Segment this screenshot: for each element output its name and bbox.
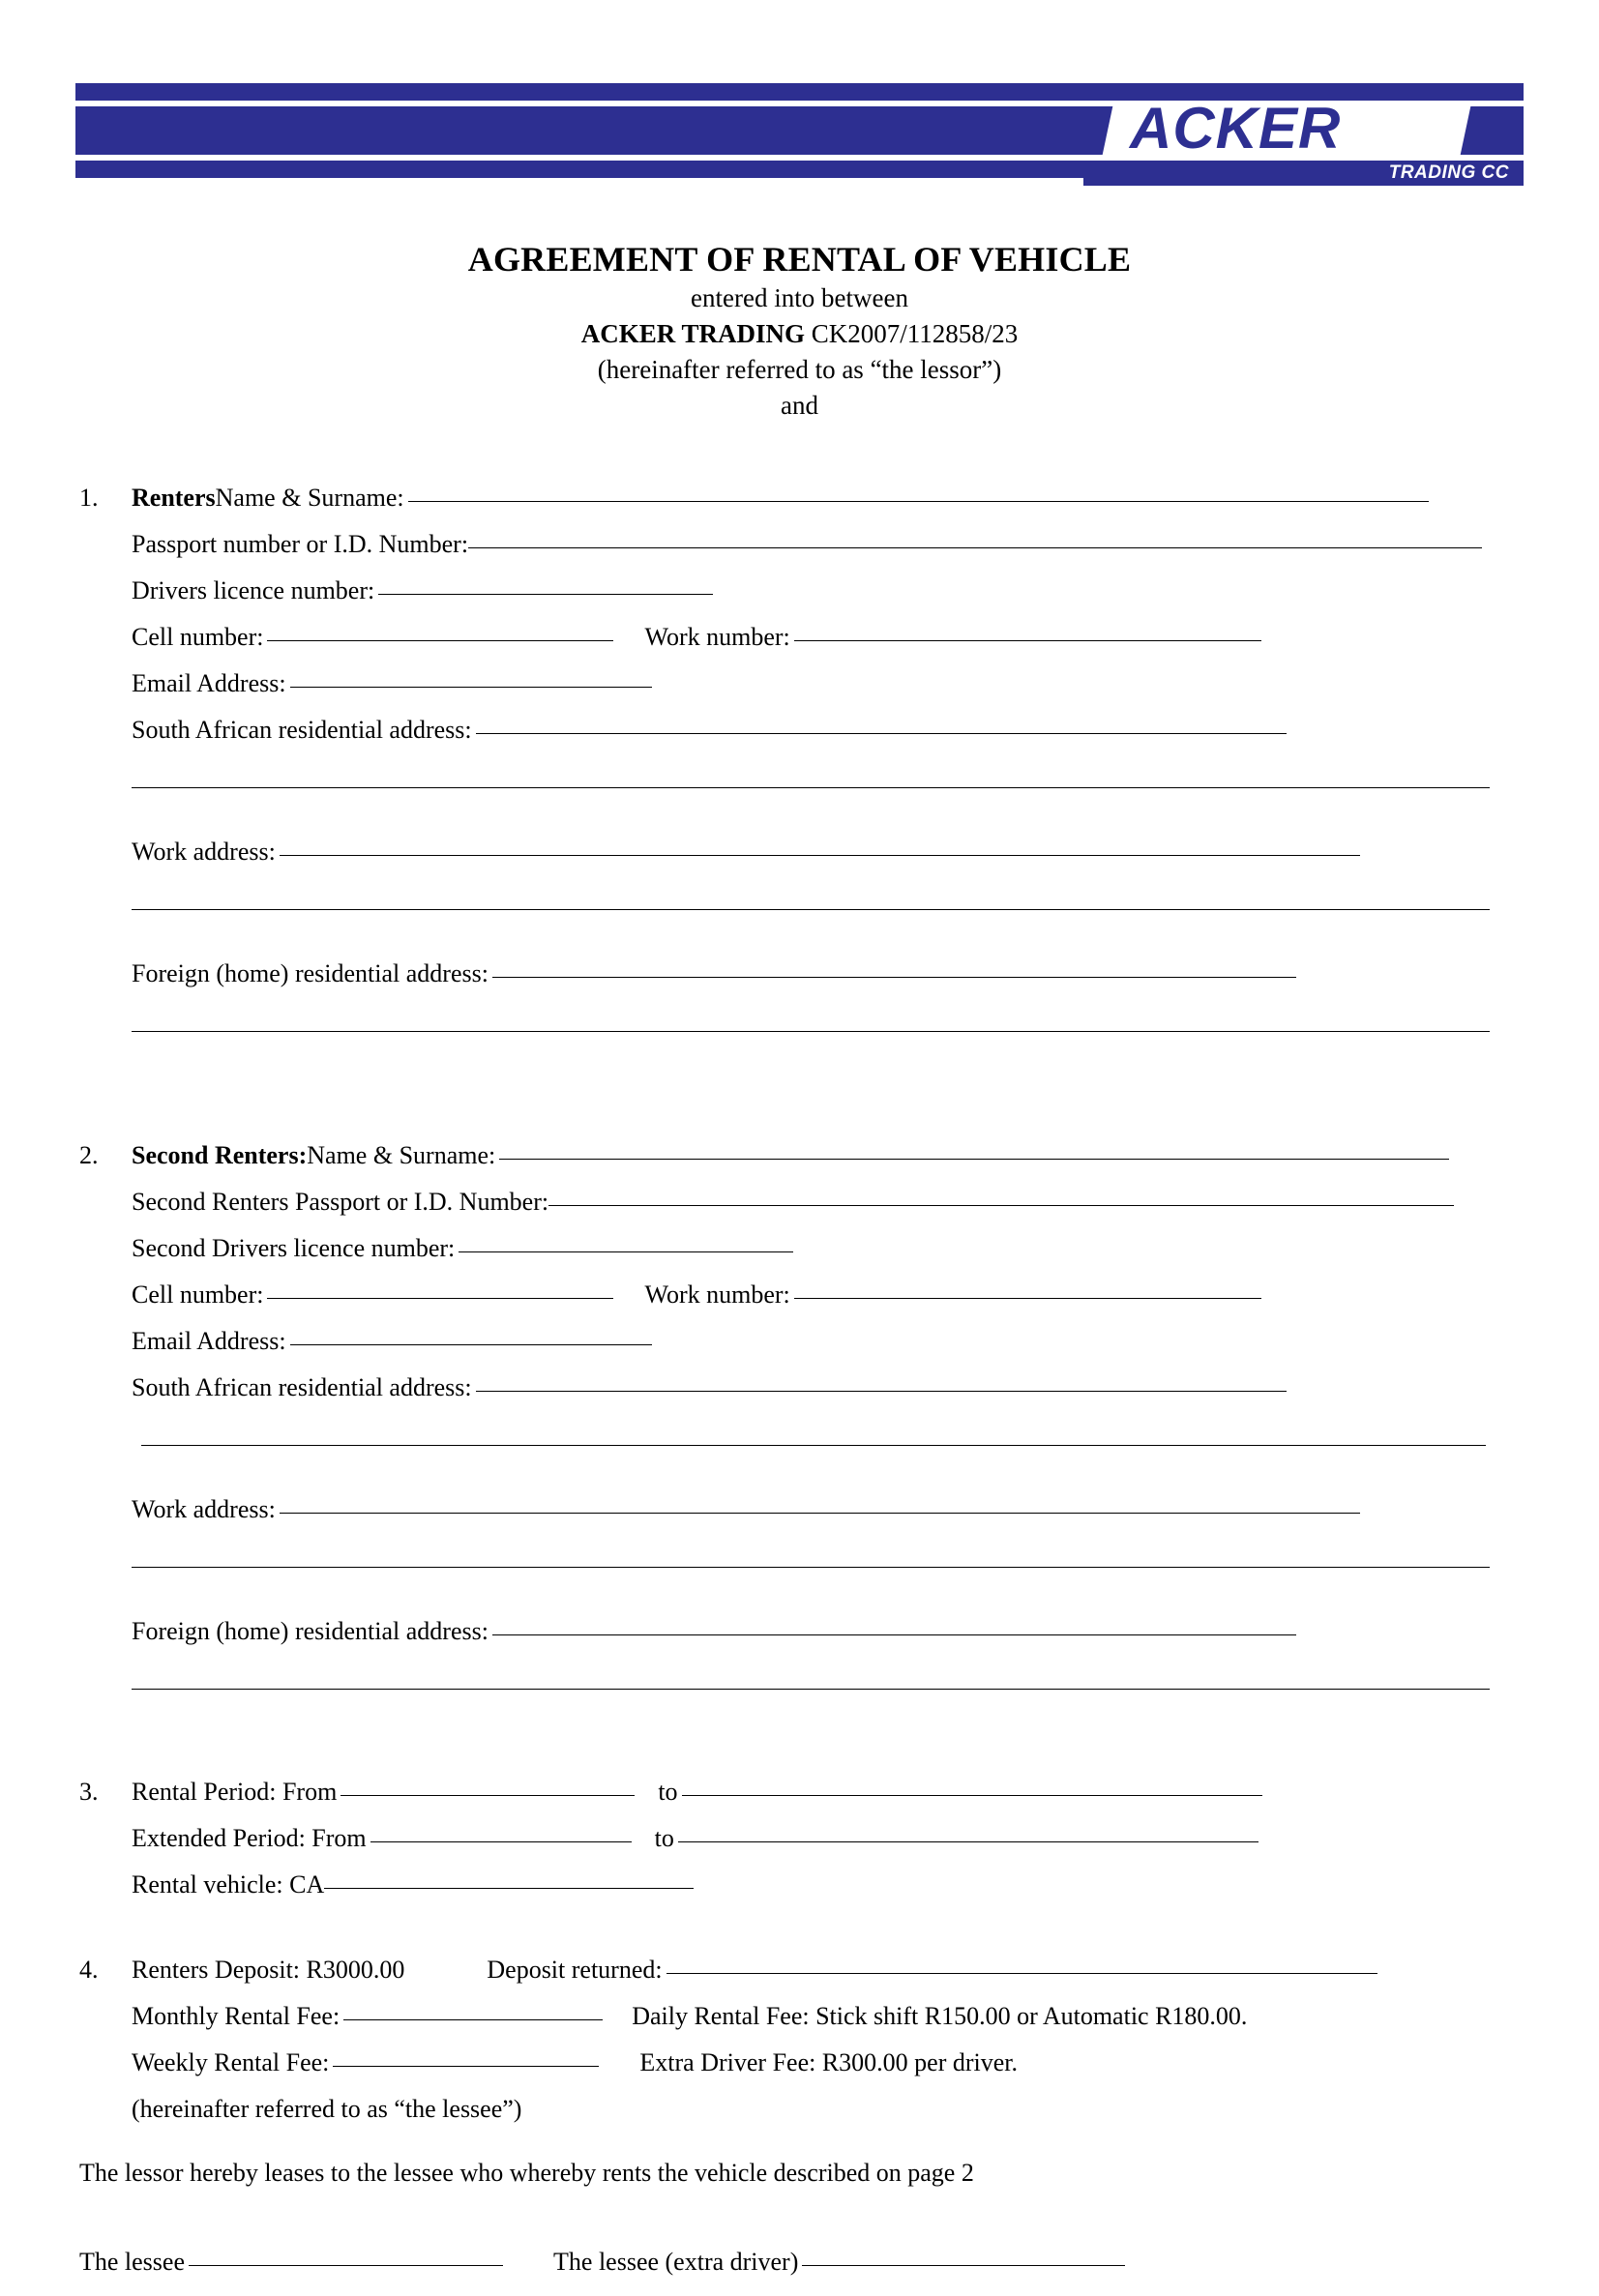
field-row-second-renters-foreign-address-cont — [0, 1689, 1599, 1739]
input-second-renters-foreign-address[interactable] — [492, 1634, 1296, 1635]
field-row-second-renters-foreign-address — [0, 1617, 1599, 1663]
field-row-renters-work-address-cont — [0, 909, 1599, 959]
section-renters — [0, 484, 1599, 1081]
label-work-number: Work number: — [644, 623, 790, 651]
section-number-1: 1. — [79, 484, 99, 512]
label-renters: Renters — [132, 484, 216, 512]
input-renters-sa-address[interactable] — [476, 733, 1287, 734]
field-row-second-renters-work-address — [0, 1495, 1599, 1542]
label-extra-driver-fee: Extra Driver Fee: R300.00 per driver. — [639, 2048, 1019, 2076]
field-row-second-renters-licence — [0, 1234, 1599, 1280]
input-rental-period-from[interactable] — [341, 1795, 635, 1796]
field-row-second-renters-sa-address — [0, 1373, 1599, 1420]
input-renters-cell[interactable] — [267, 640, 613, 641]
input-extended-period-from[interactable] — [370, 1841, 632, 1842]
label-rental-period-from: Rental Period: From — [132, 1778, 338, 1806]
input-renters-foreign-address[interactable] — [492, 977, 1296, 978]
input-extended-period-to[interactable] — [678, 1841, 1258, 1842]
document-header-band — [0, 0, 1599, 193]
field-row-second-renters-passport — [0, 1188, 1599, 1234]
input-second-renters-sa-address[interactable] — [476, 1391, 1287, 1392]
field-row-renters-licence — [0, 576, 1599, 623]
label-monthly-rental-fee: Monthly Rental Fee: — [132, 2002, 341, 2030]
label-lessee: The lessee — [79, 2248, 186, 2276]
section-number-4: 4. — [79, 1956, 99, 1984]
label-rental-vehicle: Rental vehicle: CA — [132, 1870, 325, 1899]
input-rental-vehicle[interactable] — [324, 1888, 694, 1889]
title-block — [0, 238, 1599, 424]
label-foreign-address: Foreign (home) residential address: — [132, 959, 489, 987]
input-deposit-returned[interactable] — [666, 1973, 1377, 1974]
input-second-renters-sa-address-line2[interactable] — [141, 1445, 1486, 1446]
field-row-lessee-note — [0, 2095, 1599, 2141]
input-second-renters-cell[interactable] — [267, 1298, 613, 1299]
lessee-note: (hereinafter referred to as “the lessee”) — [132, 2095, 522, 2123]
company-registration-spacer — [805, 319, 812, 348]
field-row-monthly-daily-fee — [0, 2002, 1599, 2048]
label-name-surname: Name & Surname: — [215, 484, 404, 512]
label-second-passport-id: Second Renters Passport or I.D. Number: — [132, 1188, 549, 1216]
label-lessee-extra-driver: The lessee (extra driver) — [553, 2248, 799, 2276]
lessor-note: (hereinafter referred to as “the lessor”) — [597, 355, 1002, 384]
input-monthly-rental-fee[interactable] — [343, 2019, 603, 2020]
input-rental-period-to[interactable] — [682, 1795, 1262, 1796]
section-fees — [0, 1956, 1599, 2141]
field-row-rental-vehicle — [0, 1870, 1599, 1917]
label-second-email-address: Email Address: — [132, 1327, 286, 1355]
label-second-renters: Second Renters: — [132, 1141, 308, 1169]
input-renters-name[interactable] — [408, 501, 1429, 502]
section-spacer-1 — [0, 1081, 1599, 1141]
field-row-rental-period — [0, 1778, 1599, 1824]
field-row-renters-phones — [0, 623, 1599, 669]
field-row-weekly-extra-fee — [0, 2048, 1599, 2095]
field-row-second-renters-name — [0, 1141, 1599, 1188]
input-renters-passport[interactable] — [468, 547, 1482, 548]
label-second-name-surname: Name & Surname: — [307, 1141, 496, 1169]
label-drivers-licence: Drivers licence number: — [132, 576, 375, 604]
input-weekly-rental-fee[interactable] — [333, 2066, 599, 2067]
input-second-renters-passport[interactable] — [548, 1205, 1454, 1206]
signature-lessee[interactable] — [189, 2265, 503, 2266]
label-second-sa-residential-address: South African residential address: — [132, 1373, 472, 1401]
label-second-foreign-address: Foreign (home) residential address: — [132, 1617, 489, 1645]
label-email-address: Email Address: — [132, 669, 286, 697]
lease-statement-row — [0, 2159, 1599, 2209]
label-second-cell-number: Cell number: — [132, 1280, 264, 1309]
label-weekly-rental-fee: Weekly Rental Fee: — [132, 2048, 330, 2076]
section-number-2: 2. — [79, 1141, 99, 1169]
label-second-drivers-licence: Second Drivers licence number: — [132, 1234, 456, 1262]
field-row-renters-foreign-address — [0, 959, 1599, 1006]
entered-into-between-line: entered into between — [691, 283, 908, 312]
label-renters-deposit: Renters Deposit: R3000.00 — [132, 1956, 405, 1984]
input-second-renters-licence[interactable] — [459, 1251, 793, 1252]
input-second-renters-work-address-line2[interactable] — [132, 1567, 1490, 1568]
page-title: AGREEMENT OF RENTAL OF VEHICLE — [467, 240, 1132, 279]
input-renters-work-address-line2[interactable] — [132, 909, 1490, 910]
field-row-renters-work-address — [0, 838, 1599, 884]
field-row-renters-sa-address — [0, 716, 1599, 762]
section-rental-period — [0, 1778, 1599, 1917]
lease-statement: The lessor hereby leases to the lessee who whereby rents the vehicle described on page 2 — [79, 2159, 974, 2187]
label-extended-period-to: to — [654, 1824, 674, 1852]
label-cell-number: Cell number: — [132, 623, 264, 651]
field-row-extended-period — [0, 1824, 1599, 1870]
field-row-renters-passport — [0, 530, 1599, 576]
label-deposit-returned: Deposit returned: — [487, 1956, 663, 1984]
signature-spacer — [0, 2209, 1599, 2248]
input-second-renters-email[interactable] — [290, 1344, 652, 1345]
input-second-renters-name[interactable] — [499, 1159, 1449, 1160]
field-row-second-renters-phones — [0, 1280, 1599, 1327]
and-line: and — [781, 391, 818, 420]
form-body — [0, 484, 1599, 2296]
input-second-renters-work-number[interactable] — [794, 1298, 1261, 1299]
signature-lessee-extra-driver[interactable] — [802, 2265, 1125, 2266]
field-row-second-renters-sa-address-cont — [0, 1445, 1599, 1495]
label-second-work-number: Work number: — [644, 1280, 790, 1309]
input-renters-sa-address-line2[interactable] — [132, 787, 1490, 788]
field-row-deposit — [0, 1956, 1599, 2002]
label-daily-rental-fee: Daily Rental Fee: Stick shift R150.00 or Automatic R180.00. — [632, 2002, 1248, 2030]
company-line — [0, 316, 1599, 352]
field-row-renters-email — [0, 669, 1599, 716]
field-row-renters-foreign-address-cont — [0, 1031, 1599, 1081]
input-renters-work-address[interactable] — [280, 855, 1360, 856]
section-number-3: 3. — [79, 1778, 99, 1806]
input-renters-work-number[interactable] — [794, 640, 1261, 641]
input-second-renters-foreign-address-line2[interactable] — [132, 1689, 1490, 1690]
company-registration: CK2007/112858/23 — [811, 319, 1019, 348]
section-spacer-3 — [0, 1917, 1599, 1956]
section-spacer-2 — [0, 1739, 1599, 1778]
acker-trading-logo — [1083, 96, 1524, 184]
label-work-address: Work address: — [132, 838, 276, 866]
logo-wordmark: ACKER — [1130, 96, 1342, 161]
label-extended-period-from: Extended Period: From — [132, 1824, 367, 1852]
logo-tagline: TRADING CC — [1388, 162, 1509, 183]
label-passport-id: Passport number or I.D. Number: — [132, 530, 469, 558]
company-name: ACKER TRADING — [580, 319, 805, 348]
field-row-renters-sa-address-cont — [0, 787, 1599, 838]
section-spacer-4 — [0, 2141, 1599, 2159]
label-sa-residential-address: South African residential address: — [132, 716, 472, 744]
label-second-work-address: Work address: — [132, 1495, 276, 1523]
input-renters-foreign-address-line2[interactable] — [132, 1031, 1490, 1032]
field-row-renters-name — [0, 484, 1599, 530]
input-second-renters-work-address[interactable] — [280, 1513, 1360, 1514]
input-renters-licence[interactable] — [378, 594, 713, 595]
field-row-second-renters-work-address-cont — [0, 1567, 1599, 1617]
label-rental-period-to: to — [658, 1778, 678, 1806]
input-renters-email[interactable] — [290, 687, 652, 688]
section-second-renters — [0, 1141, 1599, 1739]
signature-row — [0, 2248, 1599, 2296]
field-row-second-renters-email — [0, 1327, 1599, 1373]
